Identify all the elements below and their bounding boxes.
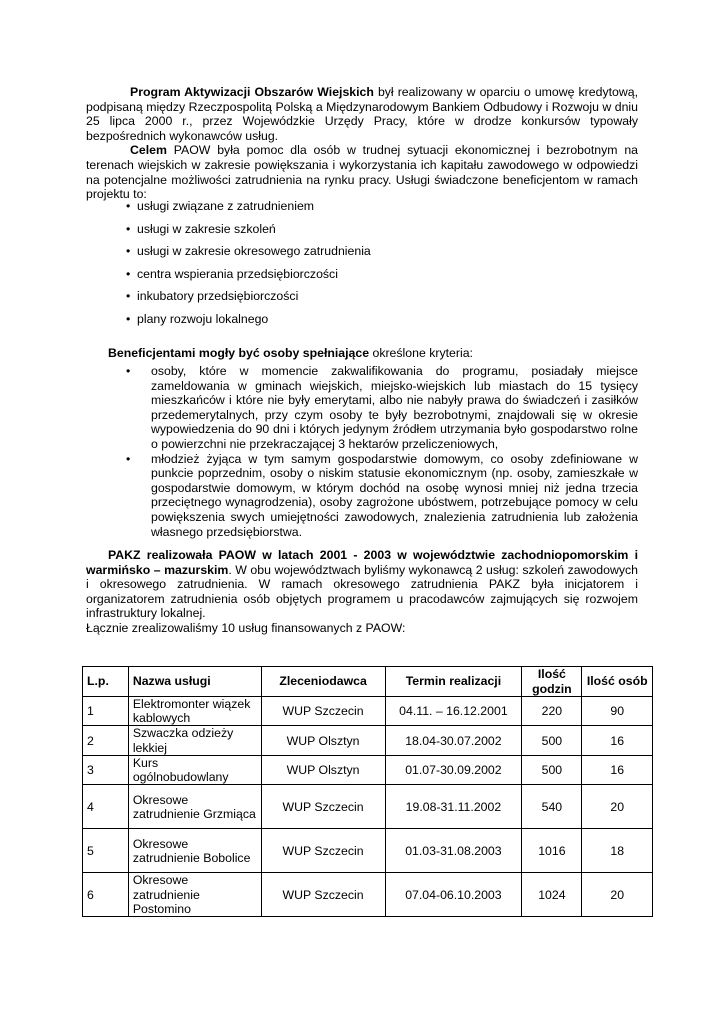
cell-hours: 540 xyxy=(522,785,582,829)
cell-client: WUP Olsztyn xyxy=(261,726,385,755)
pakz-paragraph: PAKZ realizowała PAOW w latach 2001 - 2003 w województwie zachodniopomorskim i warmińsko – mazurskim. W obu województwach byliśmy wykonawcą 2 usług: szkoleń zawodowych i okresowego zatrudnienia. W ramach okresowego zatrudnienia PAKZ była inicjatorem i organizatorem zatrudnienia osób objętych programem u pracodawców zajmujących się rozwojem infrastruktury lokalnej. xyxy=(86,548,638,621)
goal-label: Celem xyxy=(130,143,167,158)
list-item: • inkubatory przedsiębiorczości xyxy=(126,289,299,303)
col-header-term: Termin realizacji xyxy=(385,667,522,697)
cell-name: Okresowe zatrudnienie Grzmiąca xyxy=(128,785,261,829)
cell-lp: 6 xyxy=(83,873,129,917)
list-item: • młodzież żyjąca w tym samym gospodarstwie domowym, co osoby zdefiniowane w punkcie poprzednim, osoby o niskim statusie ekonomicznym (np. osoby, zamieszkałe w gospodarstwie domowym, w którym dochód na osobę wynosi mniej niż jedna trzecia przeciętnego wynagrodzenia), osoby zagrożone ubóstwem, potrzebujące pomocy w celu powiększenia swych umiejętności zawodowych, znalezienia zatrudnienia lub założenia własnego przedsiębiorstwa. xyxy=(126,451,638,539)
pakz-summary: Łącznie zrealizowaliśmy 10 usług finansowanych z PAOW: xyxy=(86,620,406,635)
cell-hours: 500 xyxy=(522,755,582,784)
list-item: • usługi w zakresie szkoleń xyxy=(126,221,276,236)
intro-paragraph-2: Celem PAOW była pomoc dla osób w trudnej sytuacji ekonomicznej i bezrobotnym na terenach wiejskich w zakresie powiększania i wykorzystania ich kapitału zawodowego w odpowiedzi na potencjalne możliwości zatrudnienia na rynku pracy. Usługi świadczone beneficjentom w ramach projektu to: xyxy=(86,143,638,202)
cell-term: 07.04-06.10.2003 xyxy=(385,873,522,917)
cell-client: WUP Szczecin xyxy=(261,697,385,726)
bullet-icon: • xyxy=(126,221,131,236)
col-header-name: Nazwa usługi xyxy=(128,667,261,697)
col-header-people: Ilość osób xyxy=(582,667,653,697)
cell-people: 16 xyxy=(582,726,653,755)
cell-client: WUP Szczecin xyxy=(261,785,385,829)
table-row xyxy=(83,697,653,726)
cell-client: WUP Szczecin xyxy=(261,873,385,917)
cell-lp: 5 xyxy=(83,829,129,873)
pakz-section xyxy=(86,548,638,636)
cell-people: 20 xyxy=(582,785,653,829)
cell-name: Okresowe zatrudnienie Postomino xyxy=(128,873,261,917)
table-row xyxy=(83,873,653,917)
bullet-icon: • xyxy=(126,266,131,281)
bullet-icon: • xyxy=(126,199,131,213)
program-name: Program Aktywizacji Obszarów Wiejskich xyxy=(130,85,374,99)
cell-client: WUP Olsztyn xyxy=(261,755,385,784)
bullet-icon: • xyxy=(126,451,131,466)
table-row xyxy=(83,829,653,873)
list-item: • usługi związane z zatrudnieniem xyxy=(126,199,315,213)
cell-hours: 500 xyxy=(522,726,582,755)
cell-people: 18 xyxy=(582,829,653,873)
cell-term: 01.03-31.08.2003 xyxy=(385,829,522,873)
cell-term: 01.07-30.09.2002 xyxy=(385,755,522,784)
list-item: • centra wspierania przedsiębiorczości xyxy=(126,266,338,281)
table-row xyxy=(83,755,653,784)
cell-term: 19.08-31.11.2002 xyxy=(385,785,522,829)
cell-people: 16 xyxy=(582,755,653,784)
table-row xyxy=(83,785,653,829)
services-table xyxy=(82,666,653,917)
cell-name: Okresowe zatrudnienie Bobolice xyxy=(128,829,261,873)
intro-paragraph-1: Program Aktywizacji Obszarów Wiejskich był realizowany w oparciu o umowę kredytową, podpisaną między Rzeczpospolitą Polską a Międzynarodowym Bankiem Odbudowy i Rozwoju w dniu 25 lipca 2000 r., przez Wojewódzkie Urzędy Pracy, które w drodze konkursów typowały bezpośrednich wykonawców usług. xyxy=(86,85,638,143)
col-header-lp: L.p. xyxy=(83,667,129,697)
list-item: • usługi w zakresie okresowego zatrudnienia xyxy=(126,244,371,258)
cell-term: 04.11. – 16.12.2001 xyxy=(385,697,522,726)
bullet-icon: • xyxy=(126,289,131,303)
bullet-icon: • xyxy=(126,311,131,326)
cell-lp: 4 xyxy=(83,785,129,829)
cell-name: Elektromonter wiązek kablowych xyxy=(128,697,261,726)
cell-client: WUP Szczecin xyxy=(261,829,385,873)
table-header-row xyxy=(83,667,653,697)
cell-name: Kurs ogólnobudowlany xyxy=(128,755,261,784)
col-header-hours: Ilość godzin xyxy=(522,667,582,697)
col-header-client: Zleceniodawca xyxy=(261,667,385,697)
cell-term: 18.04-30.07.2002 xyxy=(385,726,522,755)
cell-lp: 2 xyxy=(83,726,129,755)
cell-lp: 3 xyxy=(83,755,129,784)
list-item: • plany rozwoju lokalnego xyxy=(126,311,269,326)
criteria-list xyxy=(126,364,638,539)
intro-section xyxy=(86,85,638,202)
bullet-icon: • xyxy=(126,244,131,258)
criteria-heading: Beneficjentami mogły być osoby spełniające określone kryteria: xyxy=(108,346,473,360)
cell-hours: 1024 xyxy=(522,873,582,917)
cell-hours: 220 xyxy=(522,697,582,726)
cell-people: 90 xyxy=(582,697,653,726)
cell-hours: 1016 xyxy=(522,829,582,873)
list-item: • osoby, które w momencie zakwalifikowania do programu, posiadały miejsce zameldowania w gminach wiejskich, miejsko-wiejskich lub miastach do 15 tysięcy mieszkańców i które nie były emerytami, albo nie nabyły prawa do świadczeń i zasiłków przedemerytalnych, przy czym osoby te były bezrobotnymi, znajdowali się w okresie wypowiedzenia do 90 dni i których jedynym źródłem utrzymania było gospodarstwo rolne o powierzchni nie przekraczającej 3 hektarów przeliczeniowych, xyxy=(126,364,638,451)
table-row xyxy=(83,726,653,755)
cell-people: 20 xyxy=(582,873,653,917)
cell-lp: 1 xyxy=(83,697,129,726)
bullet-icon: • xyxy=(126,364,131,378)
cell-name: Szwaczka odzieży lekkiej xyxy=(128,726,261,755)
services-list xyxy=(126,199,371,334)
